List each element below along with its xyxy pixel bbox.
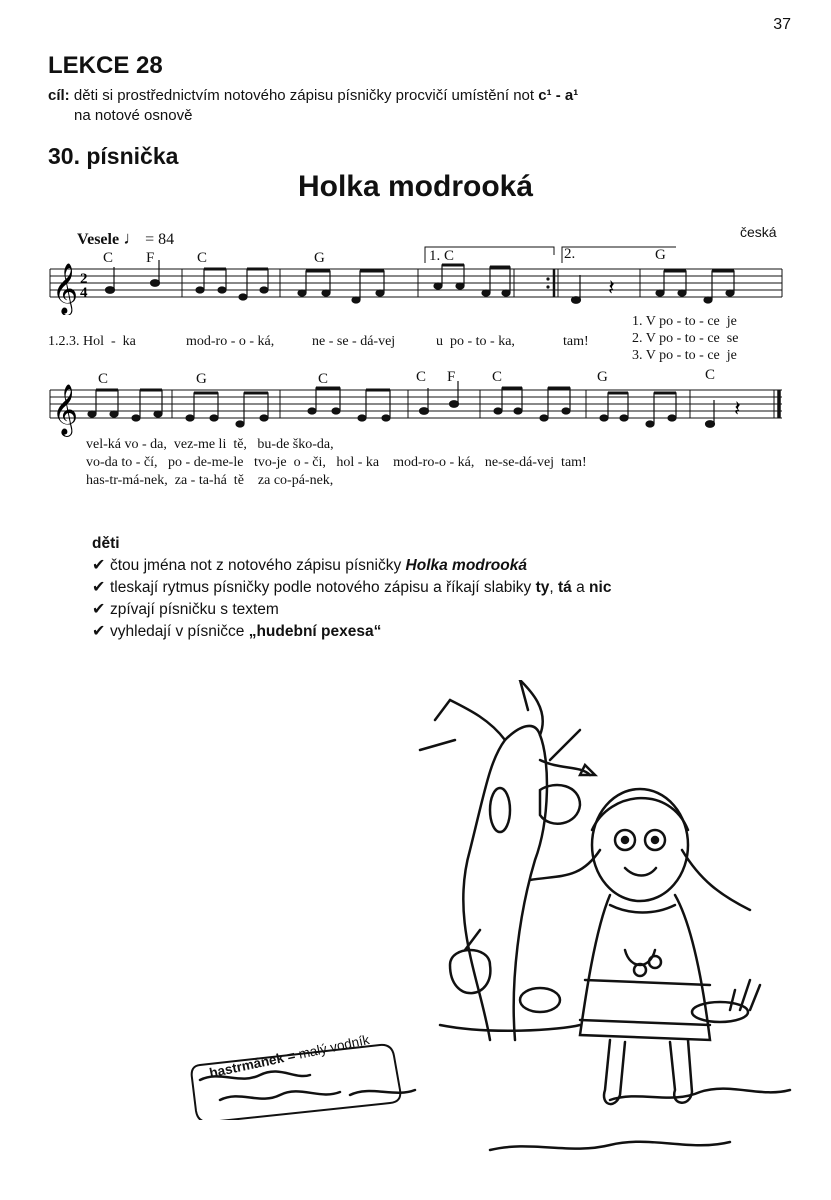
chord: G bbox=[597, 369, 608, 385]
chord: G bbox=[314, 250, 325, 266]
lyric-line: vo-da to - čí, po - de-me-le tvo-je o - či, hol - ka mod-ro-o - ká, ne-se-dá-vej tam! bbox=[86, 455, 587, 470]
song-number: 30. písnička bbox=[48, 143, 179, 169]
note-meaning: malý vodník bbox=[297, 1032, 371, 1062]
goal-text: děti si prostřednictvím notového zápisu písničky procvičí umístění not bbox=[73, 87, 535, 104]
goal-label: cíl: bbox=[48, 87, 70, 104]
svg-text:𝄽: 𝄽 bbox=[608, 276, 615, 301]
svg-text:2: 2 bbox=[80, 271, 88, 287]
lyric-segment: 1.2.3. Hol - ka bbox=[48, 334, 136, 349]
kids-heading: děti bbox=[92, 535, 120, 552]
lesson-goal bbox=[48, 86, 578, 126]
volta-2: 2. bbox=[564, 246, 576, 262]
chord: F bbox=[146, 250, 155, 266]
verse-start: 3. V po - to - ce je bbox=[632, 348, 737, 363]
chord: C bbox=[103, 250, 114, 266]
lyric-segment: mod-ro - o - ká, bbox=[186, 334, 275, 349]
verse-start: 2. V po - to - ce se bbox=[632, 331, 739, 346]
activity-item: ✔ čtou jména not z notového zápisu písničky Holka modrooká bbox=[92, 555, 611, 577]
chord: C bbox=[98, 371, 109, 387]
lyric-segment: tam! bbox=[563, 334, 589, 349]
activity-item: ✔ zpívají písničku s textem bbox=[92, 599, 611, 621]
song-origin: česká bbox=[740, 224, 777, 240]
treble-clef-icon: 𝄞 bbox=[52, 263, 79, 314]
lyric-line: has-tr-má-nek, za - ta-há tě za co-pá-nek, bbox=[86, 473, 334, 488]
chord: C bbox=[492, 369, 503, 385]
lyric-line: vel-ká vo - da, vez-me li tě, bu-de ško-da, bbox=[86, 437, 334, 452]
chord: C bbox=[416, 369, 427, 385]
tempo-value: = 84 bbox=[145, 231, 175, 248]
kids-activities bbox=[92, 533, 611, 643]
activity-item: ✔ vyhledají v písničce „hudební pexesa“ bbox=[92, 621, 611, 643]
lyric-segment: u po - to - ka, bbox=[436, 334, 515, 349]
checkmark-icon: ✔ bbox=[92, 623, 106, 640]
chord: C bbox=[318, 371, 329, 387]
song-title: Holka modrooká bbox=[297, 170, 534, 203]
chord: F bbox=[447, 369, 456, 385]
checkmark-icon: ✔ bbox=[92, 579, 106, 596]
chord: C bbox=[705, 367, 716, 383]
chord: G bbox=[196, 371, 207, 387]
lesson-title: LEKCE 28 bbox=[48, 52, 163, 79]
verse-start: 1. V po - to - ce je bbox=[632, 314, 737, 329]
volta-1: 1. C bbox=[429, 248, 455, 264]
checkmark-icon: ✔ bbox=[92, 557, 106, 574]
quarter-note-icon: ♩ bbox=[123, 228, 142, 248]
lyric-segment: ne - se - dá-vej bbox=[312, 334, 396, 349]
page-number: 37 bbox=[773, 16, 791, 33]
svg-text:4: 4 bbox=[80, 285, 88, 301]
tempo-word: Vesele bbox=[77, 231, 120, 248]
goal-text-2: na notové osnově bbox=[74, 107, 193, 124]
chord: C bbox=[197, 250, 208, 266]
goal-range: c¹ - a¹ bbox=[538, 87, 579, 104]
checkmark-icon: ✔ bbox=[92, 601, 106, 618]
activity-item: ✔ tleskají rytmus písničky podle notového zápisu a říkají slabiky ty, tá a nic bbox=[92, 577, 611, 599]
svg-text:𝄽: 𝄽 bbox=[734, 397, 741, 422]
note-term: hastrmánek = bbox=[208, 1047, 297, 1081]
treble-clef-icon: 𝄞 bbox=[52, 384, 79, 435]
chord: G bbox=[655, 247, 666, 263]
